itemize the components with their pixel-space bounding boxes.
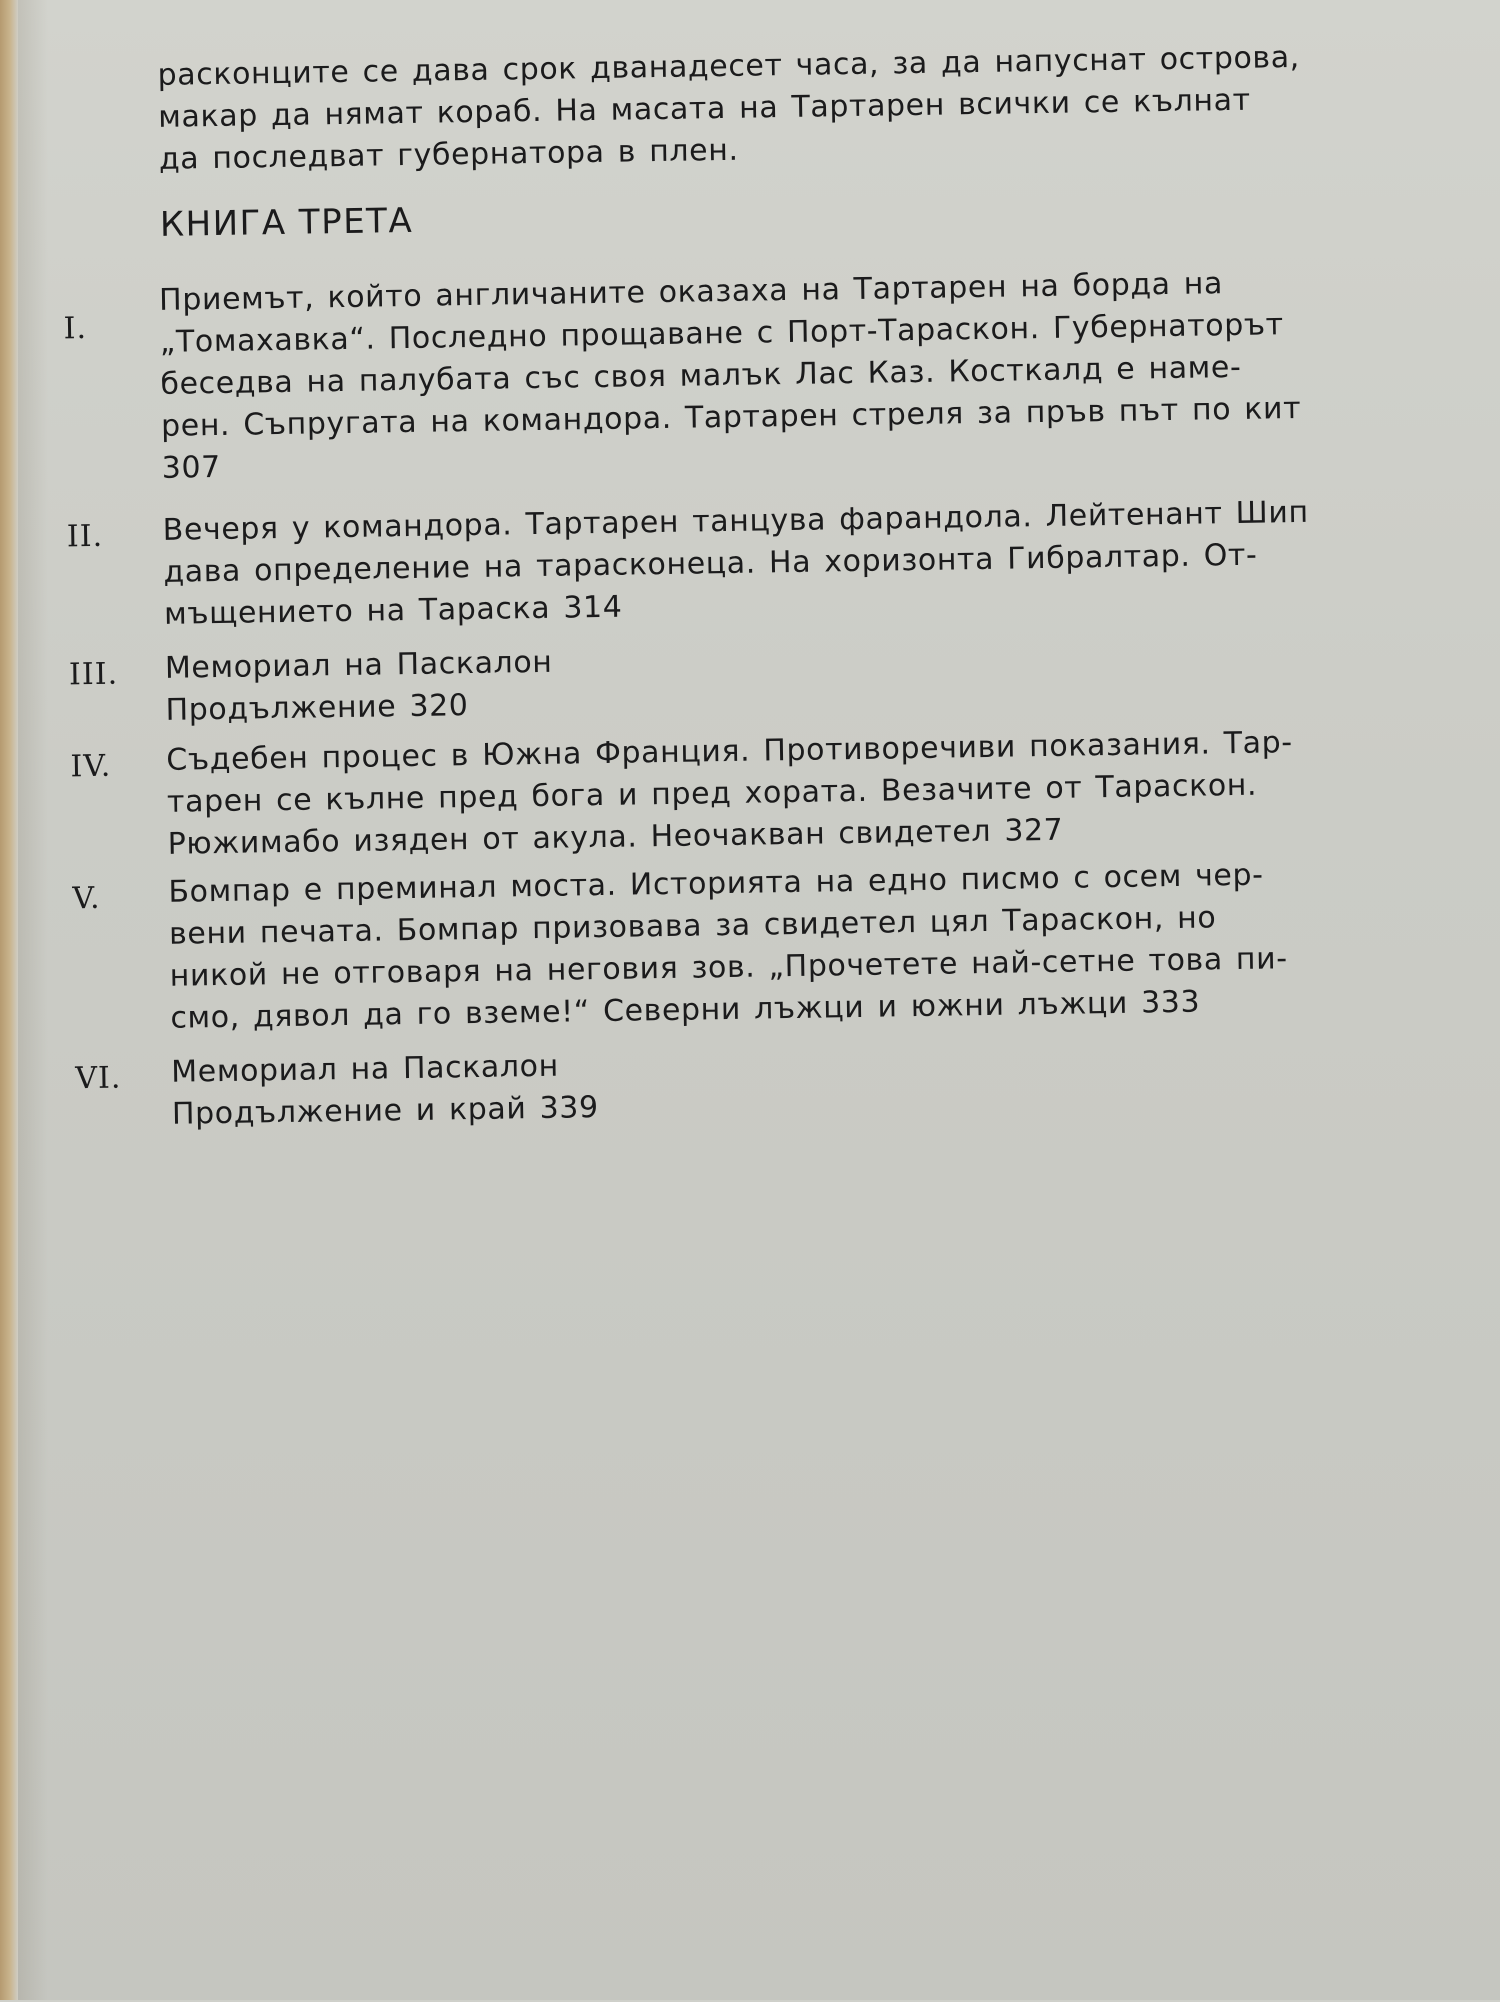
chapter-line: Мемориал на Паскалон (164, 644, 553, 686)
chapter-numeral: VI. (75, 1060, 122, 1097)
chapter-line: никой не отговаря на неговия зов. „Прочетете най-сетне това пи- (169, 941, 1288, 994)
chapter-numeral: II. (66, 518, 104, 555)
chapter-text (159, 262, 1312, 490)
chapter-line: „Томахавка“. Последно прощаване с Порт-Тараскон. Губернаторът (159, 307, 1285, 360)
chapter-entry-3 (69, 629, 1340, 733)
chapter-numeral: I. (63, 311, 88, 347)
chapter-line: 307 (161, 449, 222, 486)
intro-line: да последват губернатора в плен. (158, 132, 739, 177)
chapter-text (168, 854, 1320, 1040)
intro-paragraph (157, 37, 1309, 181)
chapter-numeral: IV. (70, 748, 112, 785)
chapter-line: Рюжимабо изяден от акула. Неочакван свидетел 327 (167, 812, 1064, 862)
chapter-line: смо, дявол да го вземе!“ Северни лъжци и южни лъжци 333 (170, 984, 1201, 1036)
chapter-line: вени печата. Бомпар призовава за свидетел цял Тараскон, но (168, 900, 1217, 952)
chapter-line: Приемът, който англичаните оказаха на Тартарен на борда на (158, 266, 1224, 318)
chapter-entry-2 (66, 491, 1338, 637)
chapter-entry-1 (63, 261, 1336, 491)
chapter-line: Продължение 320 (165, 688, 469, 728)
chapter-entry-5 (72, 853, 1344, 1041)
intro-line: макар да нямат кораб. На масата на Тартарен всички се кълнат (157, 82, 1251, 135)
chapter-text (166, 722, 1318, 866)
chapter-line: Съдебен процес в Южна Франция. Противоречиви показания. Тар- (166, 725, 1293, 778)
book-heading: КНИГА ТРЕТА (159, 200, 414, 245)
chapter-line: Вечеря у командора. Тартарен танцува фарандола. Лейтенант Шип (162, 494, 1309, 548)
chapter-line: тарен се кълне пред бога и пред хората. Везачите от Тараскон. (166, 767, 1258, 820)
chapter-line: Бомпар е преминал моста. Историята на едно писмо с осем чер- (168, 857, 1264, 910)
chapter-numeral: III. (68, 656, 119, 693)
chapter-entry-4 (70, 721, 1342, 867)
chapter-line: беседва на палубата със своя малък Лас Каз. Косткалд е наме- (160, 349, 1242, 402)
chapter-line: Продължение и край 339 (171, 1090, 599, 1132)
chapter-text (162, 492, 1314, 636)
chapter-text (165, 630, 1316, 732)
chapter-numeral: V. (72, 880, 101, 917)
chapter-line: рен. Съпругата на командора. Тартарен стреля за пръв път по кит (160, 390, 1302, 444)
chapter-line: дава определение на тарасконеца. На хоризонта Гибралтар. От- (163, 537, 1258, 590)
chapter-entry-6 (75, 1033, 1346, 1137)
chapter-line: мъщението на Тараска 314 (163, 589, 623, 632)
chapter-line: Мемориал на Паскалон (170, 1048, 560, 1090)
chapter-text (171, 1034, 1322, 1136)
intro-line: расконците се дава срок дванадесет часа, за да напуснат острова, (157, 39, 1301, 93)
